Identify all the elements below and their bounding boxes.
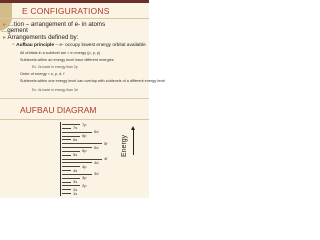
energy-level-line (62, 136, 80, 137)
slide-aufbau-diagram (0, 99, 149, 198)
energy-level-label: 2p (82, 182, 87, 188)
rule-line: Sublevels within an energy level have different energies (20, 58, 114, 62)
energy-level-label: 3d (94, 171, 99, 177)
energy-level-line (62, 151, 80, 152)
rule-line: Order of energy = s, p, d, f (20, 72, 65, 76)
energy-level-line (62, 178, 80, 179)
aufbau-principle-name: Aufbau principle (16, 43, 55, 48)
energy-level-label: 2s (73, 186, 78, 192)
energy-level-line (62, 166, 80, 167)
energy-level-label: 7s (73, 125, 78, 131)
energy-level-line (62, 182, 71, 183)
example-line: Ex: 4s lower in energy than 3d (32, 88, 78, 92)
bullet-continuation: …gement (1, 27, 28, 34)
energy-level-label: 4s (73, 167, 78, 173)
bullet-definition (1, 21, 106, 34)
energy-level-label: 4d (94, 159, 99, 165)
slide-electron-configurations (0, 0, 166, 99)
energy-level-line (62, 132, 92, 133)
energy-level-label: 5p (82, 148, 87, 154)
slide-title: E CONFIGURATIONS (22, 6, 110, 16)
aufbau-principle-line (12, 43, 146, 48)
energy-level-label: 1s (73, 190, 78, 196)
energy-level-label: 4p (82, 163, 87, 169)
bullet-arrangements (3, 34, 78, 41)
diagram-axis (60, 122, 61, 196)
aufbau-principle-text: – e- occupy lowest energy orbital available (54, 43, 146, 48)
energy-level-line (62, 124, 80, 125)
bullet-text: Arrangements defined by: (7, 34, 79, 41)
energy-level-line (62, 193, 71, 194)
sub-bullet-icon: ‣ (12, 43, 17, 48)
energy-level-line (62, 159, 102, 160)
energy-level-label: 6d (94, 129, 99, 135)
energy-level-line (62, 139, 71, 140)
energy-level-line (62, 143, 102, 144)
energy-level-label: 7p (82, 121, 87, 127)
energy-level-line (62, 155, 71, 156)
title-rule (0, 119, 149, 120)
energy-axis-label: Energy (121, 134, 128, 157)
slide-title: AUFBAU DIAGRAM (20, 105, 97, 115)
energy-level-label: 5s (73, 152, 78, 158)
energy-arrow-icon (133, 129, 134, 155)
bullet-text: …tion – arrangement of e- in atoms (7, 21, 106, 28)
energy-level-label: 3s (73, 179, 78, 184)
energy-level-line (62, 170, 71, 171)
example-line: Ex: 2s lower in energy than 2p (32, 65, 78, 69)
energy-level-label: 4f (104, 156, 108, 161)
accent-bar (0, 0, 149, 3)
bullet-marker-icon: ▸ (3, 34, 7, 41)
energy-level-line (62, 185, 80, 186)
energy-level-label: 3p (82, 175, 87, 181)
bullet-marker-icon: ▸ (3, 21, 7, 28)
energy-level-line (62, 162, 92, 163)
energy-level-line (62, 174, 92, 175)
energy-level-label: 6p (82, 133, 87, 138)
rule-line: All orbitals in a sublevel are = in energy (p, p, p) (20, 51, 101, 55)
title-rule (0, 18, 149, 19)
energy-level-label: 5d (94, 144, 99, 150)
rule-line: Sublevels within one energy level can overlap with sublevels of a different energy level (20, 79, 166, 83)
energy-level-line (62, 189, 71, 190)
energy-level-line (62, 147, 92, 148)
energy-level-label: 6s (73, 136, 78, 142)
energy-level-label: 5f (104, 140, 108, 146)
aufbau-diagram (60, 122, 107, 196)
energy-level-line (62, 128, 71, 129)
